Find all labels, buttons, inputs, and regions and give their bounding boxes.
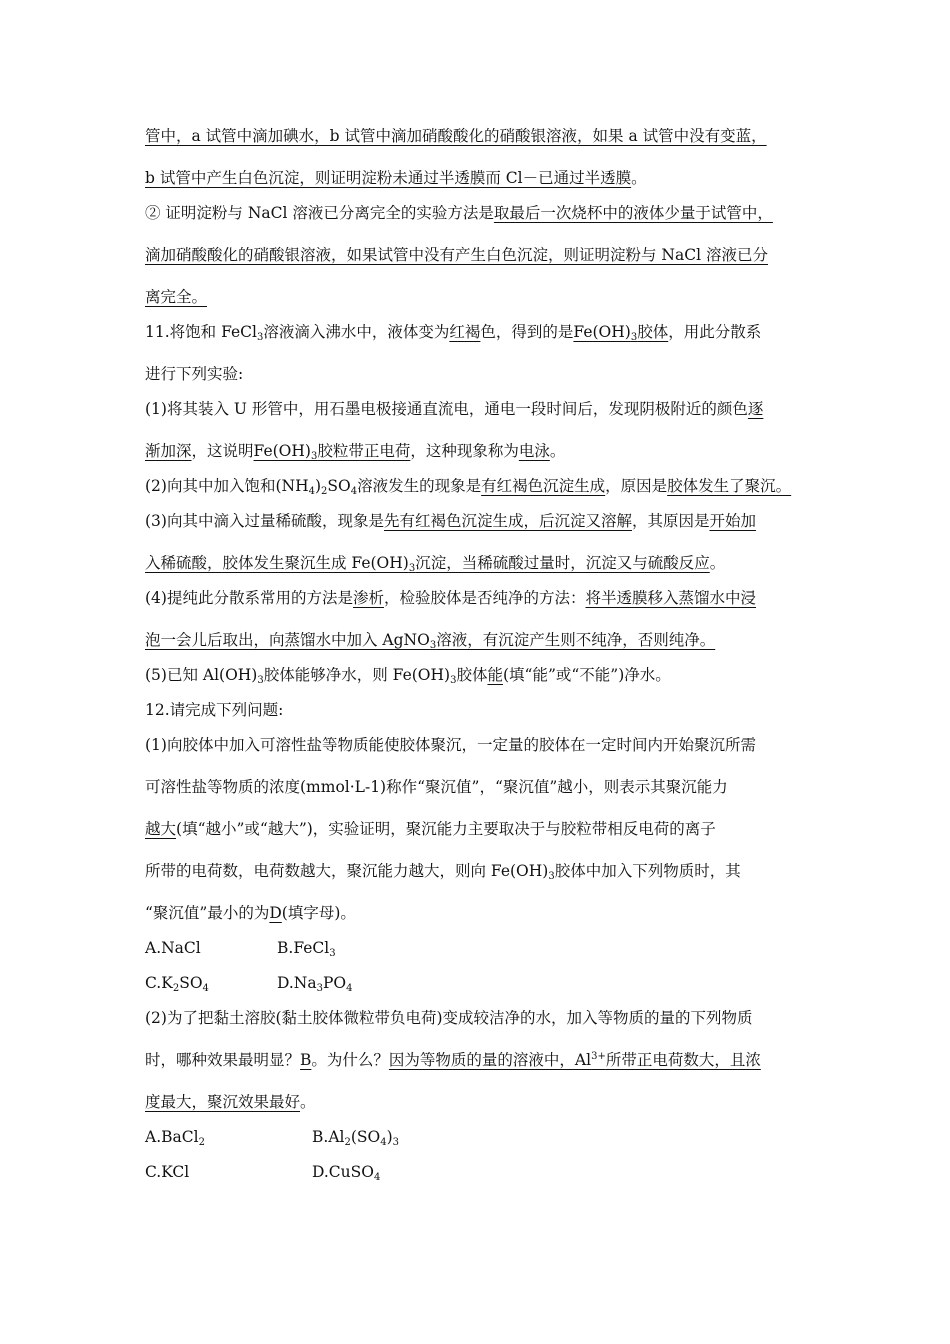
answer-underlined: 泡一会儿后取出，向蒸馏水中加入 AgNO$_3$溶液，有沉淀产生则不纯净，否则纯净。	[145, 631, 716, 651]
answer-underlined: 渐加深	[145, 442, 192, 460]
option-row	[145, 938, 336, 958]
option-d: $D.Na_3PO_4$	[277, 974, 353, 994]
text-line	[145, 441, 565, 461]
option-b: $B.Al_2(SO_4)_3$	[312, 1128, 400, 1148]
answer-underlined: 滴加硝酸酸化的硝酸银溶液，如果试管中没有产生白色沉淀，则证明淀粉与 NaCl 溶液已分	[145, 246, 768, 264]
subscript: 2	[321, 486, 328, 497]
answer-underlined: 越大	[145, 820, 177, 838]
text: )	[314, 477, 322, 495]
text: SO	[327, 477, 351, 495]
text-line	[145, 1008, 753, 1028]
text: 进行下列实验:	[145, 365, 244, 383]
answer-underlined: D	[269, 904, 282, 922]
answer-underlined: 能	[487, 666, 503, 684]
text-line	[145, 1092, 316, 1112]
answer-underlined: 将半透膜移入蒸馏水中浸	[585, 589, 757, 607]
answer-underlined: 因为等物质的量的溶液中，$Al^{3+}$所带正电荷数大，且浓	[388, 1051, 761, 1069]
text: 溶液发生的现象是	[357, 477, 482, 495]
answer-underlined: $Fe(OH)_3$胶体	[573, 323, 669, 343]
text: ，这说明	[191, 442, 254, 460]
text: (填“越小”或“越大”)，实验证明，聚沉能力主要取决于与胶粒带相反电荷的离子	[176, 820, 716, 838]
text: 胶体能够净水，则 Fe(OH)	[263, 666, 451, 684]
answer-underlined: 开始加	[709, 512, 757, 530]
text: (3)向其中滴入过量稀硫酸，现象是	[145, 512, 384, 530]
text: 。为什么？	[311, 1051, 389, 1069]
subscript: 4	[308, 486, 315, 497]
text: 色，得到的是	[480, 323, 574, 341]
text-line	[145, 861, 741, 881]
option-c: $C.K_2SO_4$	[145, 974, 209, 994]
text: 胶体中加入下列物质时，其	[554, 862, 741, 880]
answer-underlined: 有红褐色沉淀生成	[481, 477, 606, 495]
text: (2)为了把黏土溶胶(黏土胶体微粒带负电荷)变成较洁净的水，加入等物质的量的下列物质	[145, 1009, 753, 1027]
answer-underlined: 离完全。	[145, 288, 208, 306]
option-a: A.BaCl$_2$	[145, 1128, 205, 1148]
text-line	[145, 553, 725, 573]
answer-underlined: 先有红褐色沉淀生成，后沉淀又溶解	[383, 512, 632, 530]
text: 12.请完成下列问题:	[145, 701, 284, 719]
text: 11.将饱和 FeCl	[145, 323, 257, 341]
text-line	[145, 588, 756, 608]
text-line	[145, 287, 207, 307]
text: ，用此分散系	[668, 323, 762, 341]
text: 。	[631, 169, 647, 187]
answer-underlined: b 试管中产生白色沉淀，则证明淀粉未通过半透膜而 Cl－已通过半透膜	[145, 169, 632, 187]
option-row	[145, 1127, 399, 1147]
text-line	[145, 1050, 761, 1070]
option-b: B.FeCl$_3$	[277, 939, 336, 959]
subscript: 3	[450, 675, 457, 686]
answer-underlined: 红褐	[449, 323, 481, 341]
text: 溶液滴入沸水中，液体变为	[263, 323, 450, 341]
text-line	[145, 819, 716, 839]
text: (1)向胶体中加入可溶性盐等物质能使胶体聚沉，一定量的胶体在一定时间内开始聚沉所需	[145, 736, 756, 754]
text: (4)提纯此分散系常用的方法是	[145, 589, 353, 607]
text-line	[145, 203, 773, 223]
text: “聚沉值”最小的为	[145, 904, 270, 922]
text: (1)将其装入 U 形管中，用石墨电极接通直流电，通电一段时间后，发现阴极附近的颜色	[145, 400, 748, 418]
text-line	[145, 735, 756, 755]
text-line	[145, 903, 356, 923]
option-row	[145, 1162, 380, 1182]
text: 。	[300, 1093, 316, 1111]
text: (填“能”或“不能”)净水。	[502, 666, 671, 684]
text: 可溶性盐等物质的浓度(mmol·L-1)称作“聚沉值”，“聚沉值”越小，则表示其聚沉能力	[145, 778, 728, 796]
text: (5)已知 Al(OH)	[145, 666, 258, 684]
subscript: 3	[548, 871, 555, 882]
question-12-stem	[145, 700, 283, 720]
answer-underlined: 渗析	[352, 589, 384, 607]
answer-underlined: 取最后一次烧杯中的液体少量于试管中，	[493, 204, 773, 222]
option-c: C.KCl	[145, 1163, 190, 1181]
answer-underlined: 逐	[747, 400, 764, 418]
text: (2)向其中加入饱和(NH	[145, 477, 309, 495]
text: ，其原因是	[631, 512, 710, 530]
text: 。	[549, 442, 566, 460]
text: 胶体	[456, 666, 488, 684]
text-line	[145, 511, 756, 531]
text-line	[145, 777, 728, 797]
text-line	[145, 630, 715, 650]
text: ，这种现象称为	[410, 442, 519, 460]
option-row	[145, 973, 353, 993]
answer-underlined: 电泳	[518, 442, 550, 460]
text: ，原因是	[605, 477, 668, 495]
option-d: D.CuSO$_4$	[312, 1163, 381, 1183]
answer-underlined: 胶体发生了聚沉。	[667, 477, 792, 495]
text: 时，哪种效果最明显？	[145, 1051, 301, 1069]
text-line	[145, 126, 767, 146]
answer-underlined: $Fe(OH)_3$胶粒带正电荷	[253, 442, 411, 462]
text: ② 证明淀粉与 NaCl 溶液已分离完全的实验方法是	[145, 204, 494, 222]
question-11-stem	[145, 322, 761, 342]
text-line	[145, 245, 768, 265]
answer-underlined: 度最大，聚沉效果最好	[145, 1093, 301, 1111]
option-a: A.NaCl	[145, 939, 201, 957]
text-line	[145, 665, 671, 685]
subscript: 3	[256, 332, 264, 343]
text: 所带的电荷数，电荷数越大，聚沉能力越大，则向 Fe(OH)	[145, 862, 549, 880]
answer-underlined: 管中，a 试管中滴加碘水，b 试管中滴加硝酸酸化的硝酸银溶液，如果 a 试管中没有变蓝，	[145, 127, 767, 145]
text: 。	[709, 554, 726, 572]
text-line	[145, 399, 763, 419]
answer-underlined: 入稀硫酸，胶体发生聚沉生成 $Fe(OH)_3$沉淀，当稀硫酸过量时，沉淀又与硫酸反应	[145, 554, 710, 574]
answer-underlined: B	[300, 1051, 312, 1069]
subscript: 3	[257, 675, 264, 686]
text-line	[145, 168, 647, 188]
text: ，检验胶体是否纯净的方法：	[383, 589, 586, 607]
text: (填字母)。	[281, 904, 356, 922]
text-line	[145, 364, 243, 384]
subscript: 4	[350, 486, 358, 497]
text-line	[145, 476, 791, 496]
